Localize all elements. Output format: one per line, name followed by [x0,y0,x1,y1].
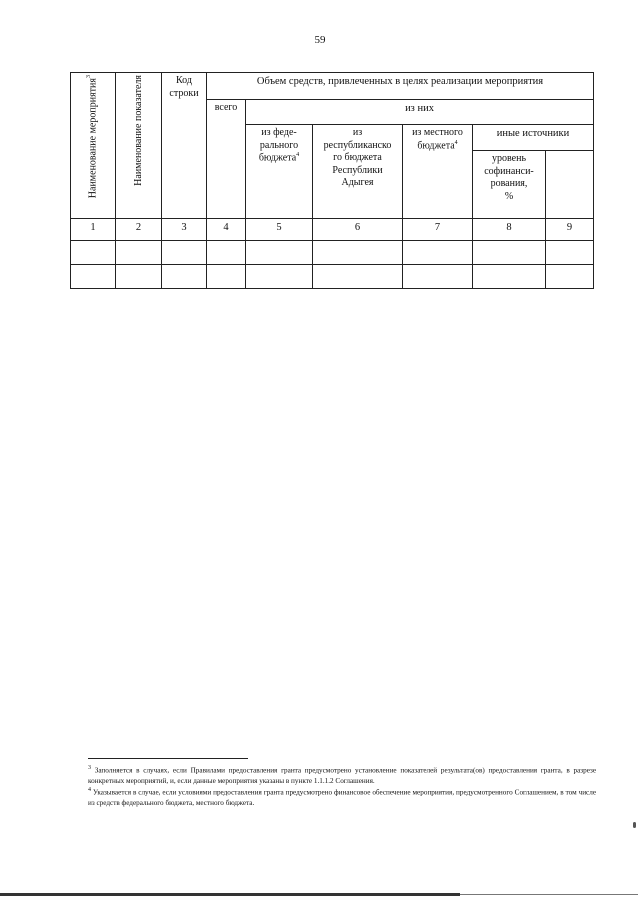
column-number-6: 6 [313,219,403,241]
header-republican [313,125,403,219]
header-other-sources-text: иные источники [496,128,570,139]
header-other-sources [473,125,594,151]
table-cell [546,265,594,289]
table-cell [207,265,246,289]
header-federal [246,125,313,219]
header-row-code-text: Код строки [169,75,199,99]
scan-edge-line-thin [460,894,638,895]
footnote-mark-4b: 4 [454,139,458,146]
header-indicator-name [116,73,162,219]
header-of-which-text: из них [405,103,434,114]
footnote-3 [88,764,596,786]
table-row [71,265,594,289]
scan-mark [633,822,636,828]
header-cofinancing-level-text: уровень софинанси- рования, % [484,153,534,202]
table-cell [162,241,207,265]
header-federal-text: из феде- рального бюджета [258,127,299,164]
header-total-text: всего [214,102,238,113]
header-cofinancing-level [473,151,546,219]
column-number-7: 7 [403,219,473,241]
table-row [71,241,594,265]
header-indicator-name-text: Наименование показателя [132,75,144,186]
column-number-8: 8 [473,219,546,241]
table-cell [313,241,403,265]
table-cell [162,265,207,289]
footnote-3-text: Заполняется в случаях, если Правилами предоставления гранта предусмотрено установление показателей результата(ов) предоставления гранта, в разрезе конкретных мероприятий, и, если данные мероприятия указаны в пункте 1.1.1.2 Соглашения. [88,766,597,785]
funds-table [70,72,594,289]
header-funds-volume [207,73,594,100]
header-of-which [246,100,594,125]
header-local-text: из местного бюджета [412,127,463,151]
table-cell [116,241,162,265]
column-number-9: 9 [546,219,594,241]
footnote-3-mark: 3 [88,765,91,771]
footnote-mark-4: 4 [296,152,300,158]
header-measure-name-text: Наименование мероприятия [87,78,99,199]
header-row-code [162,73,207,219]
header-funds-volume-text: Объем средств, привлеченных в целях реализации мероприятия [256,76,544,87]
page-number: 59 [314,34,326,46]
table-cell [473,265,546,289]
table-cell [403,265,473,289]
table-cell [403,241,473,265]
column-number-3: 3 [162,219,207,241]
table-cell [246,241,313,265]
table-cell [207,241,246,265]
table-cell [473,241,546,265]
table-cell [71,265,116,289]
footnote-4-text: Указывается в случае, если условиями предоставления гранта предусмотрено финансовое обеспечение мероприятия, предусмотренного Соглашением, в том числе из средств федерального бюджета, местного бюджета. [88,788,597,808]
header-local [403,125,473,219]
table-cell [313,265,403,289]
column-number-5: 5 [246,219,313,241]
header-total [207,100,246,219]
footnote-4 [88,786,596,808]
footnote-4-mark: 4 [88,787,91,794]
footnote-mark-3: 3 [86,75,93,78]
column-number-2: 2 [116,219,162,241]
header-measure-name [71,73,116,219]
table-cell [546,241,594,265]
footnote-divider [88,758,248,759]
column-number-row [71,219,594,241]
table-cell [116,265,162,289]
table-cell [71,241,116,265]
footnotes [88,764,596,809]
scan-edge-line [0,893,460,896]
table-cell [246,265,313,289]
header-other-blank [546,151,594,219]
header-republican-text: из республиканско го бюджета Республики Адыгея [323,127,392,188]
column-number-4: 4 [207,219,246,241]
column-number-1: 1 [71,219,116,241]
